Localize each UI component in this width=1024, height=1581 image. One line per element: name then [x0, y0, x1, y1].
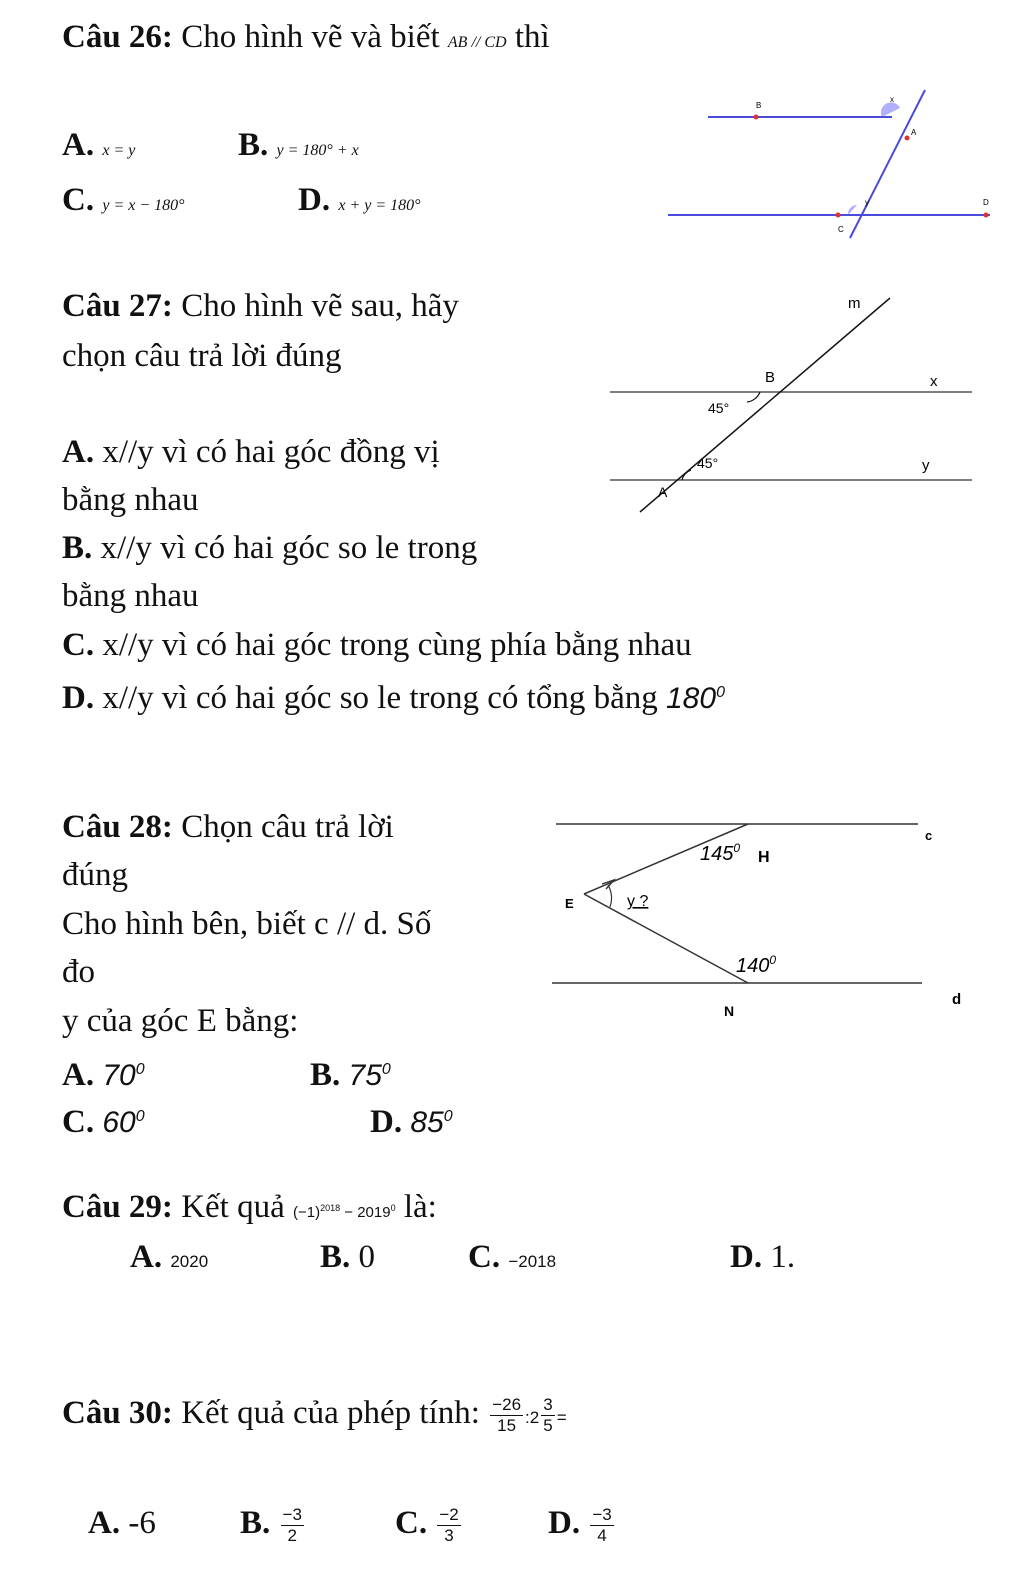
label-angle-bottom: 45°	[697, 455, 719, 471]
option-letter: D.	[730, 1239, 763, 1275]
q27-heading	[62, 286, 459, 326]
option-fraction: $\frac{-3}{2}$	[282, 1504, 302, 1545]
option-letter: C.	[62, 1104, 95, 1140]
q29-title: Câu 29:	[62, 1189, 173, 1225]
q30-heading: Câu 30: Kết quả của phép tính: $\frac{-26}{15}$ :2 $\frac{3}{5}$ =	[62, 1394, 567, 1435]
q30-option-c[interactable]	[395, 1500, 463, 1546]
option-text: x//y vì có hai góc so le trong có tổng bằng	[102, 680, 658, 716]
q30-mixed-whole: 2	[529, 1408, 540, 1427]
q29-heading	[62, 1187, 437, 1233]
label-n: N	[724, 1003, 735, 1019]
label-y: y	[922, 457, 930, 474]
option-letter: C.	[468, 1239, 501, 1275]
option-value: $180^0$	[666, 682, 725, 715]
option-letter: D.	[370, 1104, 403, 1140]
option-text: x + y = 180°	[338, 197, 421, 214]
label-y: y	[865, 198, 869, 207]
q28-line3: Cho hình bên, biết c // d. Số	[62, 906, 432, 942]
option-letter: C.	[62, 182, 95, 218]
option-letter: B.	[310, 1057, 341, 1093]
q27-option-c[interactable]	[62, 625, 692, 665]
option-letter: B.	[240, 1505, 271, 1541]
label-x: x	[930, 373, 938, 390]
q26-title: Câu 26:	[62, 19, 173, 55]
label-m: m	[848, 295, 861, 312]
option-letter: A.	[88, 1505, 121, 1541]
option-text: y = 180° + x	[276, 142, 359, 159]
q27-option-b-cont: bằng nhau	[62, 578, 199, 614]
label-e: E	[565, 896, 574, 911]
q27-option-d[interactable]	[62, 673, 725, 719]
q30-title: Câu 30:	[62, 1395, 173, 1431]
q28-option-a[interactable]	[62, 1050, 145, 1096]
q28-option-c[interactable]	[62, 1097, 145, 1143]
q29-option-c[interactable]	[468, 1237, 556, 1282]
option-letter: B.	[62, 530, 93, 566]
q26-option-a[interactable]	[62, 125, 135, 171]
q27-line1: Cho hình vẽ sau, hãy	[181, 288, 459, 324]
option-value: $85^0$	[410, 1106, 453, 1139]
q26-option-d[interactable]	[298, 180, 421, 226]
label-c: C	[838, 225, 844, 234]
q27-title: Câu 27:	[62, 288, 173, 324]
q26-option-b[interactable]	[238, 125, 359, 171]
q28-option-d[interactable]	[370, 1097, 453, 1143]
q28-option-b[interactable]	[310, 1050, 391, 1096]
q27-option-a[interactable]	[62, 432, 440, 472]
q27-option-a-cont: bằng nhau	[62, 482, 199, 518]
option-letter: C.	[62, 627, 95, 663]
q28-heading	[62, 807, 394, 847]
label-angle-top: 45°	[708, 400, 730, 416]
q30-text: Kết quả của phép tính:	[181, 1395, 480, 1431]
q26-text-b: thì	[514, 19, 550, 55]
option-fraction: $\frac{-2}{3}$	[439, 1504, 459, 1545]
option-letter: C.	[395, 1505, 428, 1541]
q30-fraction-1: $\frac{-26}{15}$	[492, 1394, 522, 1435]
label-angle-e: y ?	[627, 893, 649, 910]
q29-option-d[interactable]	[730, 1237, 795, 1277]
option-text: x//y vì có hai góc so le trong	[100, 530, 478, 566]
option-fraction: $\frac{-3}{4}$	[592, 1504, 612, 1545]
label-a: A	[658, 484, 668, 500]
label-c: c	[925, 828, 933, 843]
option-letter: D.	[298, 182, 331, 218]
option-value: $75^0$	[348, 1059, 391, 1092]
q30-option-d[interactable]	[548, 1500, 616, 1546]
option-text: y = x − 180°	[102, 197, 185, 214]
option-text: x//y vì có hai góc trong cùng phía bằng nhau	[102, 627, 692, 663]
q26-heading	[62, 17, 550, 63]
q29-text-end: là:	[403, 1189, 437, 1225]
option-text: 2020	[170, 1252, 209, 1271]
option-value: $60^0$	[102, 1106, 145, 1139]
q26-condition: AB // CD	[447, 34, 507, 51]
q27-option-b[interactable]	[62, 528, 477, 568]
label-x: x	[890, 95, 894, 104]
q28-line1: Chọn câu trả lời	[181, 809, 394, 845]
label-b: B	[765, 369, 776, 386]
option-letter: B.	[238, 127, 269, 163]
label-angle-n: $140^0$	[736, 953, 777, 977]
label-d: D	[983, 198, 989, 207]
option-value: $70^0$	[102, 1059, 145, 1092]
q27-figure	[600, 290, 980, 520]
q29-expression: $(-1)^{2018} - 2019^0$	[292, 1203, 396, 1221]
option-letter: A.	[62, 1057, 95, 1093]
segment-en	[584, 894, 748, 983]
option-letter: A.	[62, 434, 95, 470]
q29-text: Kết quả	[181, 1189, 285, 1225]
q26-option-c[interactable]	[62, 180, 185, 226]
option-text: 0	[358, 1239, 376, 1275]
q28-title: Câu 28:	[62, 809, 173, 845]
label-b: B	[756, 101, 762, 110]
option-letter: B.	[320, 1239, 351, 1275]
q28-figure	[540, 810, 970, 1030]
q29-option-b[interactable]	[320, 1237, 375, 1277]
q29-option-a[interactable]	[130, 1237, 208, 1282]
label-d: d	[952, 991, 962, 1008]
q26-figure	[660, 90, 1000, 240]
q28-line4: đo	[62, 954, 95, 990]
q30-option-a[interactable]	[88, 1500, 156, 1546]
option-text: −2018	[508, 1252, 557, 1271]
option-letter: A.	[62, 127, 95, 163]
option-text: x//y vì có hai góc đồng vị	[102, 434, 440, 470]
q28-line5: y của góc E bằng:	[62, 1003, 299, 1039]
q28-line2: đúng	[62, 857, 128, 893]
option-text: x = y	[102, 142, 136, 159]
label-angle-h: $145^0$	[700, 841, 741, 865]
label-a: A	[911, 128, 917, 137]
label-h: H	[758, 849, 770, 866]
option-text: 1.	[770, 1239, 796, 1275]
option-letter: D.	[548, 1505, 581, 1541]
q30-fraction-2: $\frac{3}{5}$	[543, 1394, 553, 1435]
q27-line2: chọn câu trả lời đúng	[62, 338, 342, 374]
option-letter: D.	[62, 680, 95, 716]
q30-option-b[interactable]	[240, 1500, 306, 1546]
q26-text-a: Cho hình vẽ và biết	[181, 19, 440, 55]
option-text: -6	[128, 1505, 156, 1541]
option-letter: A.	[130, 1239, 163, 1275]
